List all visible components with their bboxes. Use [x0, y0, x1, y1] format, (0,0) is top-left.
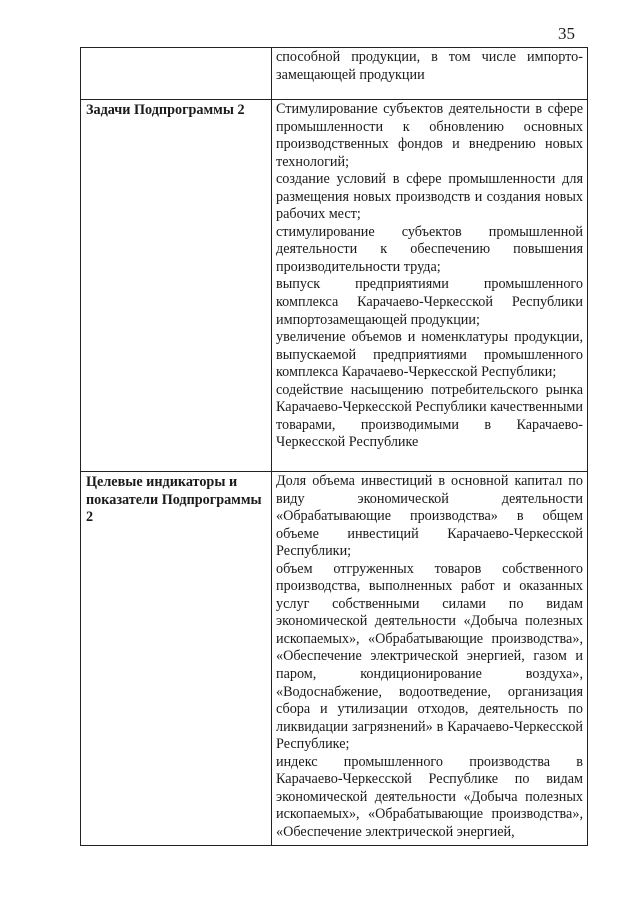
- paragraph: индекс промышленного производства в Карачаево-Черкесской Республике по видам экономической деятельности «Добыча полезных ископаемых», «Обрабатывающие производства», «Обеспечение электрической энергией,: [276, 753, 583, 840]
- paragraph: содействие насыщению потребительского рынка Карачаево-Черкесской Республики качественными товарами, производимыми в Карачаево-Черкесской Республике: [276, 381, 583, 451]
- table-row-tasks: [81, 100, 588, 472]
- row-label-empty: [81, 48, 272, 100]
- paragraph: выпуск предприятиями промышленного комплекса Карачаево-Черкесской Республики импортозамещающей продукции;: [276, 276, 583, 328]
- row-content: [272, 472, 588, 846]
- page-number: 35: [558, 24, 575, 43]
- table-row-continuation: [81, 48, 588, 100]
- row-content: [272, 100, 588, 472]
- row-label-indicators: Целевые индикаторы и показатели Подпрограммы 2: [81, 472, 272, 846]
- row-label-tasks: Задачи Подпрограммы 2: [81, 100, 272, 472]
- paragraph: увеличение объемов и номенклатуры продукции, выпускаемой предприятиями промышленного комплекса Карачаево-Черкесской Республики;: [276, 329, 583, 381]
- paragraph: способной продукции, в том числе импорто-замещающей продукции: [276, 49, 583, 83]
- paragraph: стимулирование субъектов промышленной деятельности к обеспечению повышения производительности труда;: [276, 223, 583, 275]
- row-content: [272, 48, 588, 100]
- paragraph: создание условий в сфере промышленности для размещения новых производств и создания новых рабочих мест;: [276, 171, 583, 223]
- table-row-indicators: [81, 472, 588, 846]
- paragraph: Стимулирование субъектов деятельности в сфере промышленности к обновлению основных производственных фондов и внедрению новых технологий;: [276, 101, 583, 170]
- paragraph: объем отгруженных товаров собственного производства, выполненных работ и оказанных услуг собственными силами по видам экономической деятельности «Добыча полезных ископаемых», «Обрабатывающие производства», «Обеспечение электрической энергией, газом и паром, кондиционирование воздуха», «Водоснабжение, водоотведение, организация сбора и утилизации отходов, деятельность по ликвидации загрязнений» в Карачаево-Черкесской Республике;: [276, 560, 583, 753]
- paragraph: Доля объема инвестиций в основной капитал по виду экономической деятельности «Обрабатывающие производства» в общем объеме инвестиций Карачаево-Черкесской Республики;: [276, 473, 583, 560]
- subprogram-table: [80, 47, 588, 846]
